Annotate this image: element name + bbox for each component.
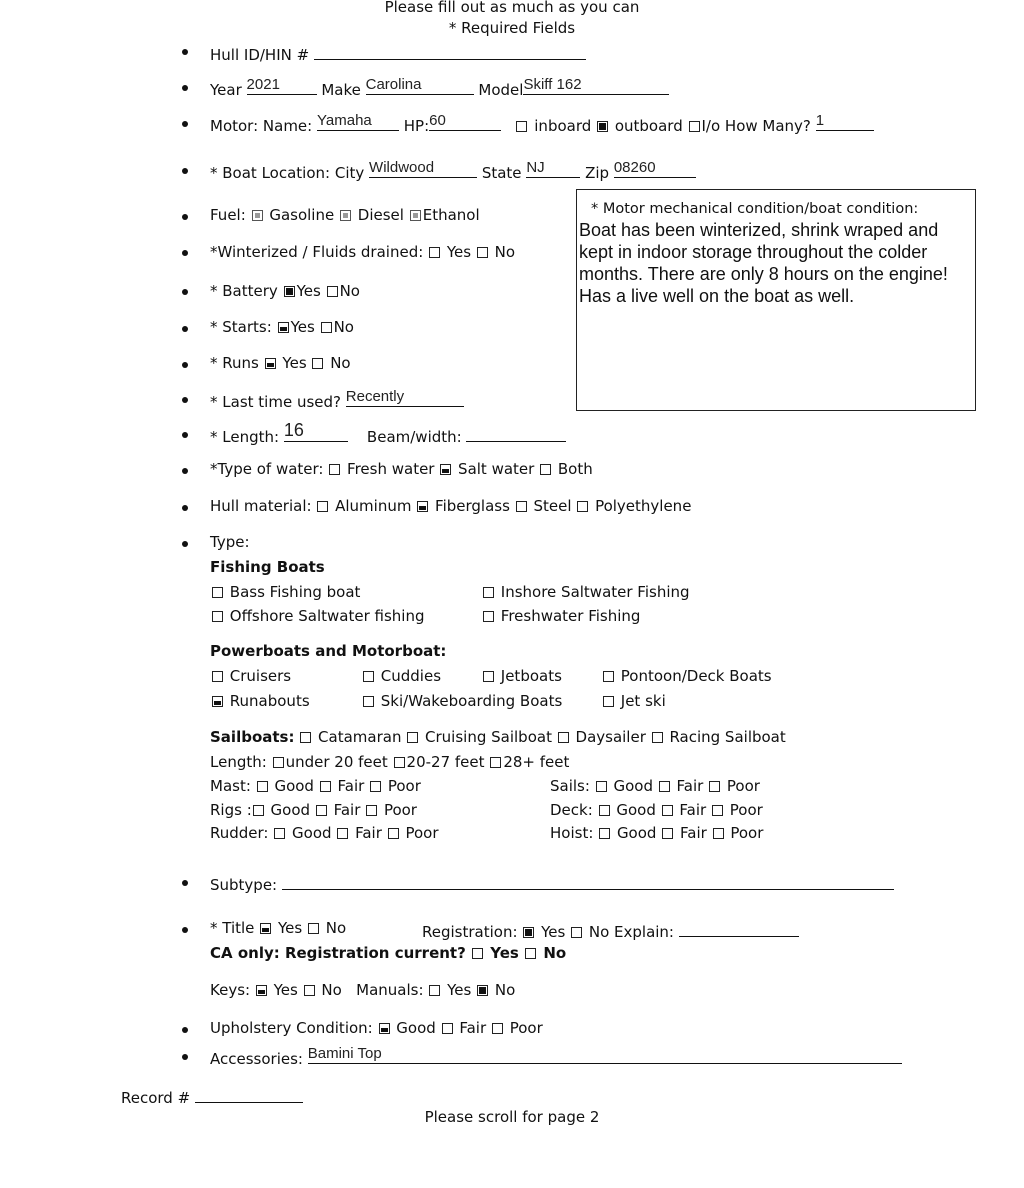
bullet: [182, 85, 188, 91]
inshore-checkbox[interactable]: [483, 587, 494, 598]
cuddies-label: Cuddies: [380, 667, 442, 685]
bullet: [182, 168, 188, 174]
battery-yes-checkbox[interactable]: [284, 286, 295, 297]
bullet: [182, 1054, 188, 1060]
runs-yes-checkbox[interactable]: [265, 358, 276, 369]
fuel-row: [210, 208, 480, 223]
title-no-label: No: [325, 919, 347, 937]
powerboats-heading: Powerboats and Motorboat:: [210, 642, 447, 660]
water-row: [210, 462, 593, 477]
title-no-checkbox[interactable]: [308, 923, 319, 934]
freshwater-label: Freshwater Fishing: [500, 607, 641, 625]
keys-yes-checkbox[interactable]: [256, 985, 267, 996]
sails-fair-checkbox[interactable]: [659, 781, 670, 792]
cruising-sailboat-checkbox[interactable]: [407, 732, 418, 743]
poor-label: Poor: [405, 824, 439, 842]
poor-label: Poor: [729, 801, 763, 819]
battery-yes-label: Yes: [296, 282, 321, 300]
runs-yes-label: Yes: [282, 354, 307, 372]
accessories-label: Accessories:: [210, 1050, 303, 1068]
runs-no-checkbox[interactable]: [312, 358, 323, 369]
both-water-checkbox[interactable]: [540, 464, 551, 475]
rudder-good-checkbox[interactable]: [274, 828, 285, 839]
runabouts-checkbox[interactable]: [212, 696, 223, 707]
sails-label: Sails:: [550, 777, 590, 795]
registration-no-checkbox[interactable]: [571, 927, 582, 938]
pontoon-checkbox[interactable]: [603, 671, 614, 682]
upholstery-fair-label: Fair: [459, 1019, 487, 1037]
model-field[interactable]: [523, 76, 669, 95]
upholstery-poor-label: Poor: [509, 1019, 543, 1037]
length-label: * Length:: [210, 428, 280, 446]
rudder-poor-checkbox[interactable]: [388, 828, 399, 839]
good-label: Good: [616, 824, 657, 842]
last-used-row: [210, 388, 464, 411]
upholstery-good-label: Good: [396, 1019, 436, 1037]
scroll-note: Please scroll for page 2: [424, 1108, 600, 1126]
sails-poor-checkbox[interactable]: [709, 781, 720, 792]
hoist-row: [550, 826, 763, 841]
keys-label: Keys:: [210, 981, 251, 999]
good-label: Good: [616, 801, 656, 819]
fair-label: Fair: [355, 824, 382, 842]
gasoline-checkbox[interactable]: [252, 210, 263, 221]
bullet: [182, 121, 188, 127]
subtype-row: [210, 874, 894, 893]
keys-manuals-row: [210, 983, 515, 998]
sails-good-checkbox[interactable]: [596, 781, 607, 792]
jetski-label: Jet ski: [620, 692, 666, 710]
hull-material-label: Hull material:: [210, 497, 312, 515]
daysailer-label: Daysailer: [575, 728, 646, 746]
salt-water-label: Salt water: [458, 460, 535, 478]
20-27-label: 20-27 feet: [406, 753, 485, 771]
sailboats-heading: Sailboats:: [210, 728, 295, 746]
year-field[interactable]: [246, 76, 317, 95]
runabouts-option: [211, 694, 310, 709]
ski-label: Ski/Wakeboarding Boats: [380, 692, 563, 710]
mast-poor-checkbox[interactable]: [370, 781, 381, 792]
starts-no-label: No: [333, 318, 354, 336]
winterized-no-label: No: [494, 243, 516, 261]
how-many-value: 1: [815, 112, 825, 129]
28-plus-label: 28+ feet: [503, 753, 570, 771]
registration-row: [422, 921, 799, 940]
outboard-checkbox[interactable]: [597, 121, 608, 132]
accessories-row: [210, 1045, 902, 1068]
rudder-fair-checkbox[interactable]: [337, 828, 348, 839]
diesel-checkbox[interactable]: [340, 210, 351, 221]
keys-yes-label: Yes: [273, 981, 298, 999]
fiberglass-label: Fiberglass: [435, 497, 510, 515]
boat-location-row: [210, 159, 696, 182]
manuals-yes-label: Yes: [447, 981, 472, 999]
under-20-checkbox[interactable]: [273, 757, 284, 768]
keys-no-label: No: [321, 981, 342, 999]
aluminum-label: Aluminum: [335, 497, 412, 515]
motor-name-value: Yamaha: [317, 112, 372, 129]
model-value: Skiff 162: [523, 76, 582, 93]
poor-label: Poor: [383, 801, 417, 819]
inshore-option: [482, 585, 690, 600]
freshwater-checkbox[interactable]: [483, 611, 494, 622]
fair-label: Fair: [680, 824, 707, 842]
water-label: *Type of water:: [210, 460, 324, 478]
upholstery-label: Upholstery Condition:: [210, 1019, 373, 1037]
zip-field[interactable]: [613, 159, 696, 178]
catamaran-checkbox[interactable]: [300, 732, 311, 743]
city-label: * Boat Location: City: [210, 164, 365, 182]
accessories-field[interactable]: [307, 1045, 902, 1064]
battery-no-checkbox[interactable]: [327, 286, 338, 297]
length-field[interactable]: [283, 420, 348, 442]
starts-yes-label: Yes: [290, 318, 315, 336]
subtype-label: Subtype:: [210, 876, 278, 894]
cruisers-checkbox[interactable]: [212, 671, 223, 682]
registration-yes-label: Yes: [541, 923, 566, 941]
condition-textbox[interactable]: [576, 189, 976, 411]
battery-no-label: No: [339, 282, 360, 300]
fishing-boats-heading: Fishing Boats: [210, 558, 325, 576]
condition-text: Boat has been winterized, shrink wraped and kept in indoor storage throughout the colder months. There are only 8 hours on the engine! Has a live well on the boat as well.: [579, 220, 948, 306]
inboard-label: inboard: [534, 117, 592, 135]
ca-only-row: [210, 946, 566, 961]
poor-label: Poor: [387, 777, 421, 795]
city-field[interactable]: [369, 159, 477, 178]
hoist-good-checkbox[interactable]: [599, 828, 610, 839]
state-field[interactable]: [526, 159, 580, 178]
good-label: Good: [270, 801, 311, 819]
ca-yes-label: Yes: [490, 944, 519, 962]
bullet: [182, 49, 188, 55]
registration-label: Registration:: [422, 923, 518, 941]
state-value: NJ: [526, 159, 545, 176]
hp-field[interactable]: [429, 112, 501, 131]
ca-yes-checkbox[interactable]: [472, 948, 483, 959]
upholstery-fair-checkbox[interactable]: [442, 1023, 453, 1034]
bass-label: Bass Fishing boat: [229, 583, 361, 601]
rigs-good-checkbox[interactable]: [253, 805, 264, 816]
offshore-checkbox[interactable]: [212, 611, 223, 622]
record-label: Record #: [121, 1089, 191, 1107]
jetboats-checkbox[interactable]: [483, 671, 494, 682]
offshore-option: [211, 609, 425, 624]
gasoline-label: Gasoline: [269, 206, 335, 224]
hull-id-field[interactable]: [314, 44, 586, 60]
hull-id-label: Hull ID/HIN #: [210, 46, 310, 64]
28-plus-checkbox[interactable]: [490, 757, 501, 768]
ethanol-checkbox[interactable]: [410, 210, 421, 221]
deck-fair-checkbox[interactable]: [662, 805, 673, 816]
outboard-label: outboard: [614, 117, 683, 135]
beam-label: Beam/width:: [366, 428, 462, 446]
title-yes-checkbox[interactable]: [260, 923, 271, 934]
mast-row: [210, 779, 421, 794]
runs-no-label: No: [330, 354, 351, 372]
runs-row: [210, 356, 351, 371]
battery-label: * Battery: [210, 282, 278, 300]
jetski-option: [602, 694, 666, 709]
good-label: Good: [613, 777, 653, 795]
polyethylene-checkbox[interactable]: [577, 501, 588, 512]
bass-checkbox[interactable]: [212, 587, 223, 598]
starts-label: * Starts:: [210, 318, 272, 336]
rigs-poor-checkbox[interactable]: [366, 805, 377, 816]
upholstery-row: [210, 1021, 543, 1036]
bullet: [182, 326, 188, 332]
bullet: [182, 468, 188, 474]
fresh-water-label: Fresh water: [347, 460, 435, 478]
upholstery-good-checkbox[interactable]: [379, 1023, 390, 1034]
winterized-yes-label: Yes: [446, 243, 472, 261]
steel-label: Steel: [533, 497, 572, 515]
offshore-label: Offshore Saltwater fishing: [229, 607, 425, 625]
ca-only-label: CA only: Registration current?: [210, 944, 466, 962]
ca-no-checkbox[interactable]: [525, 948, 536, 959]
winterized-row: [210, 245, 515, 260]
salt-water-checkbox[interactable]: [440, 464, 451, 475]
motor-row: [210, 112, 874, 135]
make-field[interactable]: [365, 76, 474, 95]
year-label: Year: [210, 81, 242, 99]
mast-good-checkbox[interactable]: [257, 781, 268, 792]
runs-label: * Runs: [210, 354, 259, 372]
upholstery-poor-checkbox[interactable]: [492, 1023, 503, 1034]
bullet: [182, 541, 188, 547]
manuals-yes-checkbox[interactable]: [429, 985, 440, 996]
mast-fair-checkbox[interactable]: [320, 781, 331, 792]
header-line-1: Please fill out as much as you can: [384, 0, 640, 16]
condition-title: * Motor mechanical condition/boat condition:: [591, 201, 919, 217]
pontoon-label: Pontoon/Deck Boats: [620, 667, 772, 685]
city-value: Wildwood: [369, 159, 435, 176]
length-value: 16: [283, 420, 304, 440]
cuddies-option: [362, 669, 441, 684]
freshwater-option: [482, 609, 640, 624]
bullet: [182, 214, 188, 220]
how-many-field[interactable]: [815, 112, 874, 131]
state-label: State: [481, 164, 522, 182]
bullet: [182, 289, 188, 295]
hp-label: HP:: [403, 117, 430, 135]
record-field[interactable]: [195, 1087, 303, 1103]
racing-sailboat-label: Racing Sailboat: [669, 728, 786, 746]
diesel-label: Diesel: [357, 206, 404, 224]
length-row: [210, 420, 566, 446]
starts-no-checkbox[interactable]: [321, 322, 332, 333]
bullet: [182, 362, 188, 368]
keys-no-checkbox[interactable]: [304, 985, 315, 996]
title-row: [210, 921, 346, 936]
winterized-label: *Winterized / Fluids drained:: [210, 243, 424, 261]
bullet: [182, 1027, 188, 1033]
bullet: [182, 250, 188, 256]
winterized-no-checkbox[interactable]: [477, 247, 488, 258]
hull-material-row: [210, 499, 691, 514]
record-row: [121, 1087, 303, 1106]
accessories-value: Bamini Top: [307, 1045, 382, 1062]
bullet: [182, 432, 188, 438]
zip-label: Zip: [585, 164, 610, 182]
jetboats-option: [482, 669, 562, 684]
deck-good-checkbox[interactable]: [599, 805, 610, 816]
registration-no-label: No Explain:: [588, 923, 674, 941]
hull-id-row: [210, 44, 586, 63]
zip-value: 08260: [613, 159, 656, 176]
rudder-row: [210, 826, 439, 841]
poor-label: Poor: [730, 824, 764, 842]
rudder-label: Rudder:: [210, 824, 269, 842]
runabouts-label: Runabouts: [229, 692, 310, 710]
registration-explain-field[interactable]: [679, 921, 799, 937]
ski-checkbox[interactable]: [363, 696, 374, 707]
model-label: Model: [478, 81, 524, 99]
motor-name-label: Motor: Name:: [210, 117, 313, 135]
last-used-value: Recently: [345, 388, 405, 405]
rigs-fair-checkbox[interactable]: [316, 805, 327, 816]
io-checkbox[interactable]: [689, 121, 700, 132]
type-label: Type:: [210, 533, 250, 551]
title-yes-label: Yes: [277, 919, 303, 937]
mast-label: Mast:: [210, 777, 251, 795]
fuel-label: Fuel:: [210, 206, 246, 224]
rigs-label: Rigs :: [210, 801, 252, 819]
hoist-fair-checkbox[interactable]: [662, 828, 673, 839]
hoist-poor-checkbox[interactable]: [713, 828, 724, 839]
steel-checkbox[interactable]: [516, 501, 527, 512]
motor-name-field[interactable]: [317, 112, 399, 131]
cuddies-checkbox[interactable]: [363, 671, 374, 682]
starts-yes-checkbox[interactable]: [278, 322, 289, 333]
cruisers-label: Cruisers: [229, 667, 292, 685]
hp-value: 60: [429, 112, 446, 129]
fresh-water-checkbox[interactable]: [329, 464, 340, 475]
fair-label: Fair: [333, 801, 361, 819]
last-used-field[interactable]: [345, 388, 464, 407]
fair-label: Fair: [676, 777, 704, 795]
registration-yes-checkbox[interactable]: [523, 927, 534, 938]
make-label: Make: [321, 81, 361, 99]
both-water-label: Both: [557, 460, 593, 478]
year-value: 2021: [246, 76, 280, 93]
starts-row: [210, 320, 354, 335]
poor-label: Poor: [726, 777, 760, 795]
make-value: Carolina: [365, 76, 422, 93]
subtype-field[interactable]: [282, 874, 894, 890]
required-fields-note: * Required Fields: [448, 19, 576, 37]
rigs-row: [210, 803, 417, 818]
good-label: Good: [274, 777, 314, 795]
bullet: [182, 880, 188, 886]
jetski-checkbox[interactable]: [603, 696, 614, 707]
sail-length-row: [210, 755, 569, 770]
manuals-label: Manuals:: [356, 981, 424, 999]
daysailer-checkbox[interactable]: [558, 732, 569, 743]
20-27-checkbox[interactable]: [394, 757, 405, 768]
winterized-yes-checkbox[interactable]: [429, 247, 440, 258]
deck-label: Deck:: [550, 801, 593, 819]
manuals-no-checkbox[interactable]: [477, 985, 488, 996]
pontoon-option: [602, 669, 772, 684]
fair-label: Fair: [679, 801, 707, 819]
ethanol-label: Ethanol: [422, 206, 480, 224]
ca-no-label: No: [543, 944, 567, 962]
beam-field[interactable]: [466, 426, 566, 442]
fiberglass-checkbox[interactable]: [417, 501, 428, 512]
inboard-checkbox[interactable]: [516, 121, 527, 132]
bullet: [182, 397, 188, 403]
bullet: [182, 927, 188, 933]
under-20-label: under 20 feet: [285, 753, 388, 771]
manuals-no-label: No: [494, 981, 516, 999]
aluminum-checkbox[interactable]: [317, 501, 328, 512]
deck-row: [550, 803, 763, 818]
title-label: * Title: [210, 919, 255, 937]
good-label: Good: [292, 824, 332, 842]
sail-length-label: Length:: [210, 753, 267, 771]
last-used-label: * Last time used?: [210, 393, 341, 411]
sailboats-row: [210, 730, 786, 745]
deck-poor-checkbox[interactable]: [712, 805, 723, 816]
inshore-label: Inshore Saltwater Fishing: [500, 583, 690, 601]
cruising-sailboat-label: Cruising Sailboat: [425, 728, 552, 746]
jetboats-label: Jetboats: [500, 667, 562, 685]
bass-option: [211, 585, 360, 600]
cruisers-option: [211, 669, 291, 684]
year-make-model-row: [210, 76, 669, 99]
hoist-label: Hoist:: [550, 824, 594, 842]
ski-option: [362, 694, 562, 709]
io-label: I/o How Many?: [701, 117, 811, 135]
fair-label: Fair: [337, 777, 365, 795]
sails-row: [550, 779, 760, 794]
catamaran-label: Catamaran: [318, 728, 402, 746]
racing-sailboat-checkbox[interactable]: [652, 732, 663, 743]
polyethylene-label: Polyethylene: [595, 497, 692, 515]
battery-row: [210, 284, 360, 299]
bullet: [182, 505, 188, 511]
